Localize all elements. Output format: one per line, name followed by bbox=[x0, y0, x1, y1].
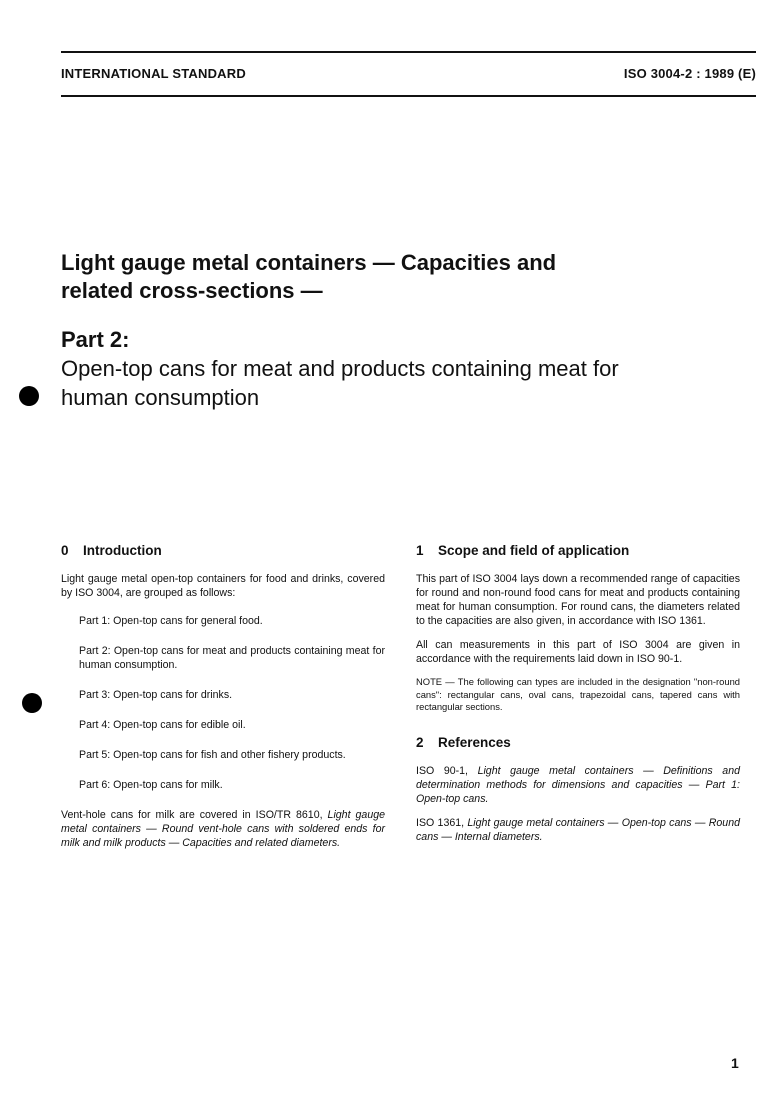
vent-hole-paragraph bbox=[61, 808, 385, 850]
top-rule bbox=[61, 51, 756, 53]
section-title: References bbox=[438, 734, 511, 750]
section-2-heading bbox=[416, 736, 740, 750]
section-0-heading bbox=[61, 544, 385, 558]
part-list-item: Part 4: Open-top cans for edible oil. bbox=[79, 719, 246, 731]
header-doc-number: ISO 3004-2 : 1989 (E) bbox=[623, 66, 756, 81]
reference-item bbox=[416, 816, 740, 844]
title-line-2: related cross-sections — bbox=[61, 278, 323, 303]
part-list-item: Part 2: Open-top cans for meat and products containing meat for human consumption. bbox=[79, 645, 385, 671]
vent-hole-reference-title: Light gauge metal containers — Round vent-hole cans with soldered ends for milk and milk products — Capacities and related diameters. bbox=[61, 809, 385, 849]
reference-item bbox=[416, 764, 740, 806]
left-column bbox=[61, 544, 385, 860]
reference-title: Light gauge metal containers — Definitions and determination methods for dimensions and capacities — Part 1: Open-top cans. bbox=[416, 764, 740, 805]
reference-title: Light gauge metal containers — Open-top cans — Round cans — Internal diameters. bbox=[416, 816, 740, 843]
punch-hole-bullet-icon bbox=[22, 693, 42, 713]
part-list-item: Part 1: Open-top cans for general food. bbox=[79, 615, 263, 627]
section-title: Introduction bbox=[83, 543, 162, 558]
reference-code: ISO 1361, bbox=[416, 816, 468, 829]
scope-paragraph-2: All can measurements in this part of ISO 3004 are given in accordance with the requirements laid down in ISO 90-1. bbox=[416, 639, 740, 665]
part-list-item: Part 3: Open-top cans for drinks. bbox=[79, 689, 233, 701]
part-list-item: Part 5: Open-top cans for fish and other fishery products. bbox=[79, 749, 346, 761]
section-number: 0 bbox=[61, 543, 69, 558]
right-column bbox=[416, 544, 740, 854]
punch-hole-bullet-icon bbox=[19, 386, 39, 406]
page-number: 1 bbox=[731, 1055, 739, 1071]
subtitle-line-2: human consumption bbox=[61, 385, 260, 410]
header-doc-type: INTERNATIONAL STANDARD bbox=[61, 66, 246, 81]
scope-note: NOTE — The following can types are included in the designation "non-round cans": rectangular cans, oval cans, trapezoidal cans, tapered cans with rectangular sections. bbox=[416, 676, 740, 712]
section-number: 2 bbox=[416, 734, 424, 750]
vent-hole-text: Vent-hole cans for milk are covered in ISO/TR 8610, bbox=[61, 809, 328, 821]
part-label: Part 2: bbox=[61, 327, 130, 352]
part-subtitle bbox=[61, 354, 721, 412]
subtitle-line-1: Open-top cans for meat and products containing meat for bbox=[61, 356, 619, 381]
intro-paragraph: Light gauge metal open-top containers for food and drinks, covered by ISO 3004, are grouped as follows: bbox=[61, 573, 385, 599]
section-number: 1 bbox=[416, 543, 424, 558]
section-title: Scope and field of application bbox=[438, 543, 630, 558]
section-1-heading bbox=[416, 544, 740, 558]
part-list-item: Part 6: Open-top cans for milk. bbox=[79, 779, 223, 791]
scope-paragraph-1: This part of ISO 3004 lays down a recommended range of capacities for round and non-round food cans for meat and products containing meat for human consumption. For round cans, the diameters related to the capacities are also given, in accordance with ISO 1361. bbox=[416, 573, 740, 627]
title-line-1: Light gauge metal containers — Capacities and bbox=[61, 250, 557, 275]
header-bottom-rule bbox=[61, 95, 756, 97]
reference-code: ISO 90-1, bbox=[416, 764, 478, 777]
document-title bbox=[61, 249, 681, 305]
